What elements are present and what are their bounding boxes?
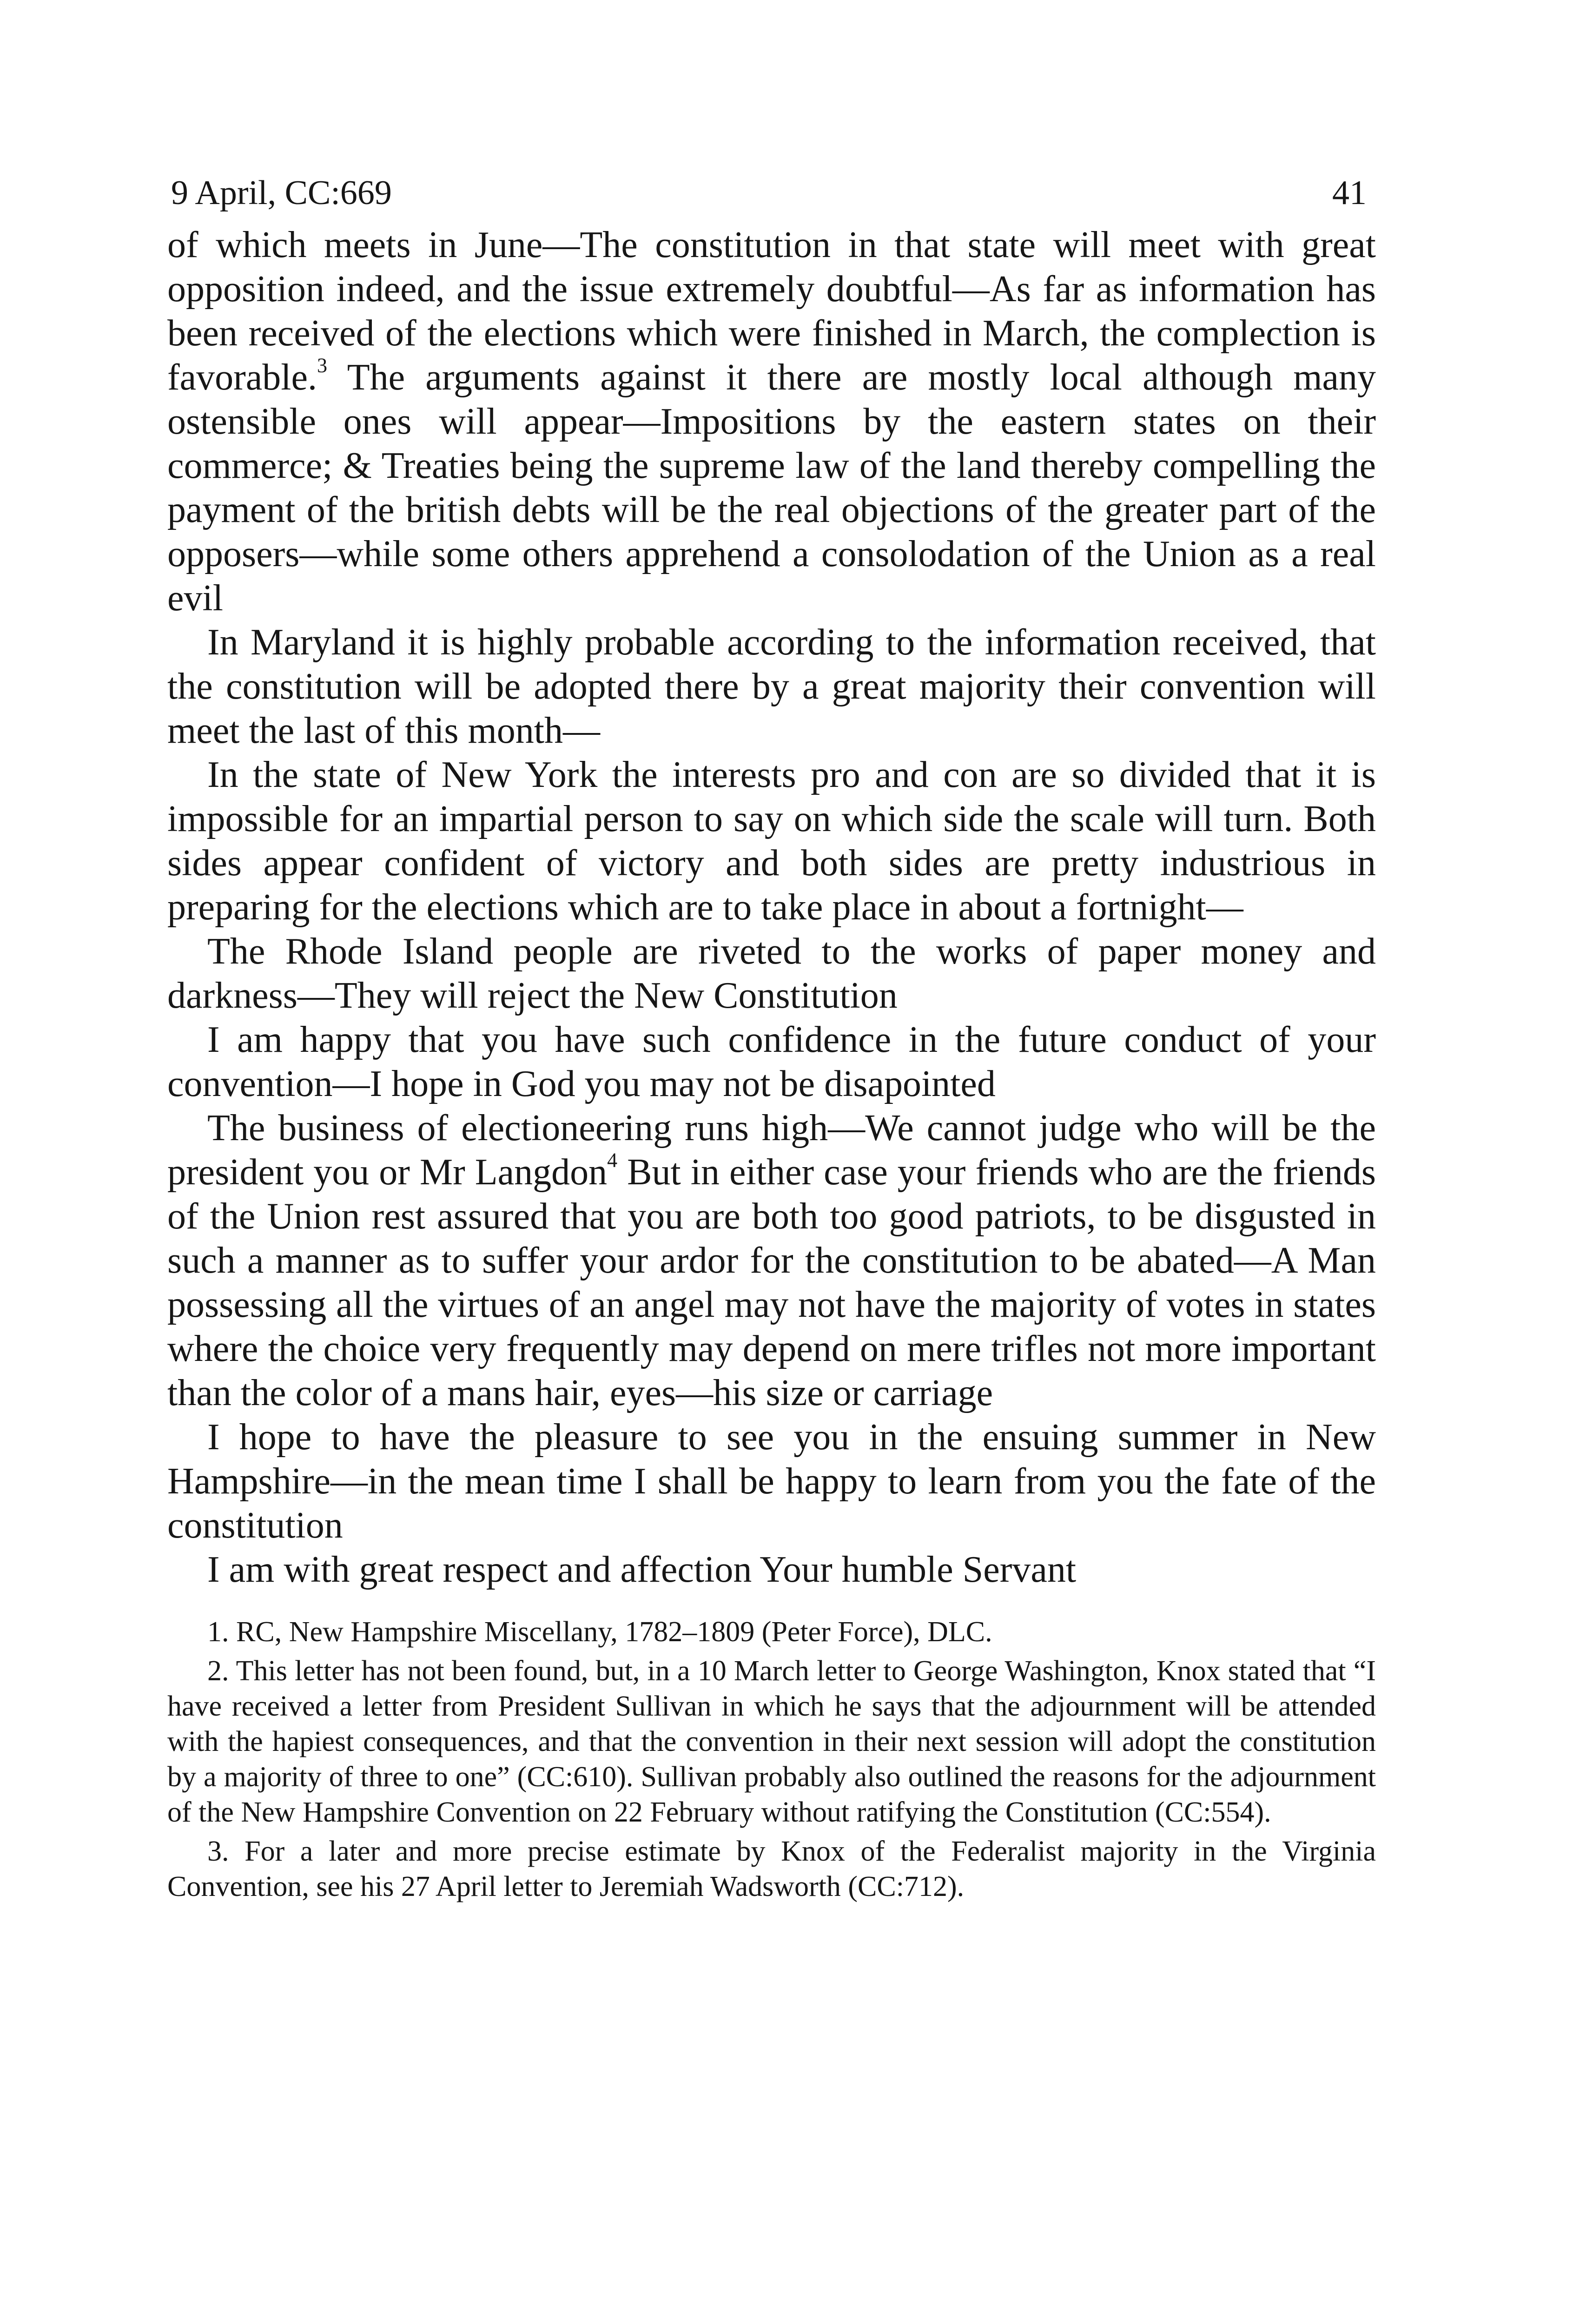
letter-paragraph-4: The Rhode Island people are riveted to the works of paper money and darkness—They will reject the New Constitution — [167, 931, 1376, 1016]
footnotes — [167, 1614, 1376, 1904]
paragraph-text: But in either case your friends who are the friends of the Union rest assured that you are both too good patriots, to be disgusted in such a manner as to suffer your ardor for the constitution to be abated—A Man possessing all the virtues of an angel may not have the majority of votes in states where the choice very frequently may depend on mere trifles not more important than the color of a mans hair, eyes—his size or carriage — [167, 1152, 1376, 1413]
footnote-3: 3. For a later and more precise estimate by Knox of the Federalist majority in the Virginia Convention, see his 27 April letter to Jeremiah Wadsworth (CC:712). — [167, 1835, 1376, 1902]
footnote-ref-4: 4 — [607, 1149, 618, 1172]
footnote-1: 1. RC, New Hampshire Miscellany, 1782–1809 (Peter Force), DLC. — [207, 1616, 992, 1648]
footnote-ref-3: 3 — [317, 354, 328, 377]
letter-closing: I am with great respect and affection Your humble Servant — [207, 1549, 1077, 1590]
letter-paragraph-2: In Maryland it is highly probable according to the information received, that the constitution will be adopted there by a great majority their convention will meet the last of this month— — [167, 622, 1376, 751]
paragraph-text: of which meets in June—The constitution in that state will meet with great opposition indeed, and the issue extremely doubtful—As far as information has been received of the elections which were finished in March, the complection is favorable. — [167, 224, 1376, 398]
letter-body — [167, 223, 1376, 1592]
paragraph-text: The business of electioneering runs high—We cannot judge who will be the president you or Mr Langdon — [167, 1108, 1376, 1193]
letter-paragraph-3: In the state of New York the interests pro and con are so divided that it is impossible for an impartial person to say on which side the scale will turn. Both sides appear confident of victory and both sides are pretty industrious in preparing for the elections which are to take place in about a fortnight— — [167, 754, 1376, 928]
page-number: 41 — [1332, 174, 1367, 212]
footnote-2: 2. This letter has not been found, but, in a 10 March letter to George Washington, Knox stated that “I have received a letter from President Sullivan in which he says that the adjournment will be attended with the hapiest consequences, and that the convention in their next session will adopt the constitution by a majority of three to one” (CC:610). Sullivan probably also outlined the reasons for the adjournment of the New Hampshire Convention on 22 February without ratifying the Constitution (CC:554). — [167, 1655, 1376, 1828]
document-page — [167, 167, 1376, 1908]
running-head — [167, 167, 1376, 218]
letter-paragraph-7: I hope to have the pleasure to see you in the ensuing summer in New Hampshire—in the mean time I shall be happy to learn from you the fate of the constitution — [167, 1417, 1376, 1546]
running-head-date: 9 April, CC:669 — [171, 174, 392, 212]
letter-paragraph-5: I am happy that you have such confidence in the future conduct of your convention—I hope in God you may not be disapointed — [167, 1019, 1376, 1104]
letter-paragraph-1 — [167, 223, 1376, 621]
letter-paragraph-6 — [167, 1106, 1376, 1415]
paragraph-text: The arguments against it there are mostly local although many ostensible ones will appear—Impositions by the eastern states on their commerce; & Treaties being the supreme law of the land thereby compelling the payment of the british debts will be the real objections of the greater part of the opposers—while some others apprehend a consolodation of the Union as a real evil — [167, 357, 1376, 619]
